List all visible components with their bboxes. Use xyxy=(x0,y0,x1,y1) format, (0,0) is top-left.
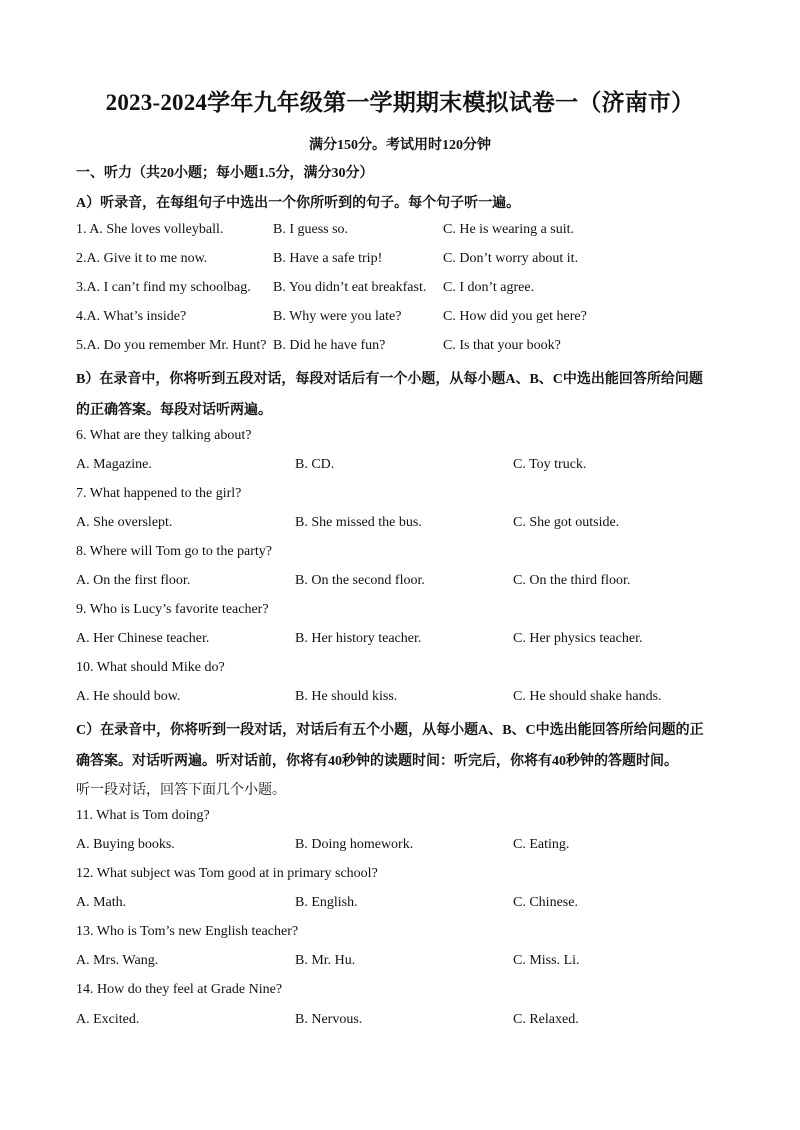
part-a-row5-option-a: 5.A. Do you remember Mr. Hunt? xyxy=(76,338,267,353)
question-11-option-b: B. Doing homework. xyxy=(295,837,414,852)
page-subtitle: 满分150分。考试用时120分钟 xyxy=(309,138,491,153)
question-6-option-a: A. Magazine. xyxy=(76,457,152,472)
part-a-row1-option-a: 1. A. She loves volleyball. xyxy=(76,222,224,237)
part-a-row2-option-c: C. Don’t worry about it. xyxy=(443,251,579,266)
question-13: 13. Who is Tom’s new English teacher? xyxy=(76,924,299,939)
question-9: 9. Who is Lucy’s favorite teacher? xyxy=(76,602,269,617)
question-6: 6. What are they talking about? xyxy=(76,428,252,443)
part-a-instruction: A）听录音，在每组句子中选出一个你所听到的句子。每个句子听一遍。 xyxy=(76,196,521,211)
question-8-option-a: A. On the first floor. xyxy=(76,573,191,588)
question-6-option-b: B. CD. xyxy=(295,457,335,472)
question-9-option-a: A. Her Chinese teacher. xyxy=(76,631,210,646)
question-12-option-b: B. English. xyxy=(295,895,358,910)
part-c-instruction-line1: C）在录音中，你将听到一段对话，对话后有五个小题，从每小题A、B、C中选出能回答所给问题的正 xyxy=(76,723,704,738)
part-a-row4-option-b: B. Why were you late? xyxy=(273,309,402,324)
question-11-option-a: A. Buying books. xyxy=(76,837,175,852)
question-10-option-c: C. He should shake hands. xyxy=(513,689,662,704)
question-12: 12. What subject was Tom good at in primary school? xyxy=(76,866,378,881)
question-7-option-c: C. She got outside. xyxy=(513,515,620,530)
question-14-option-a: A. Excited. xyxy=(76,1012,140,1027)
question-11-option-c: C. Eating. xyxy=(513,837,570,852)
question-10-option-a: A. He should bow. xyxy=(76,689,181,704)
question-10: 10. What should Mike do? xyxy=(76,660,225,675)
question-9-option-b: B. Her history teacher. xyxy=(295,631,422,646)
question-13-option-a: A. Mrs. Wang. xyxy=(76,953,159,968)
part-a-row2-option-a: 2.A. Give it to me now. xyxy=(76,251,208,266)
question-8-option-b: B. On the second floor. xyxy=(295,573,425,588)
part-a-row5-option-b: B. Did he have fun? xyxy=(273,338,386,353)
question-7-option-a: A. She overslept. xyxy=(76,515,173,530)
section-heading-listening: 一、听力（共20小题；每小题1.5分，满分30分） xyxy=(76,166,374,181)
part-a-row3-option-a: 3.A. I can’t find my schoolbag. xyxy=(76,280,251,295)
part-b-instruction-line1: B）在录音中，你将听到五段对话，每段对话后有一个小题，从每小题A、B、C中选出能回答所给问题 xyxy=(76,372,703,387)
question-7-option-b: B. She missed the bus. xyxy=(295,515,422,530)
part-a-row3-option-c: C. I don’t agree. xyxy=(443,280,535,295)
part-a-row1-option-c: C. He is wearing a suit. xyxy=(443,222,575,237)
question-7: 7. What happened to the girl? xyxy=(76,486,242,501)
page-title: 2023-2024学年九年级第一学期期末模拟试卷一（济南市） xyxy=(105,90,695,115)
question-14-option-c: C. Relaxed. xyxy=(513,1012,579,1027)
question-10-option-b: B. He should kiss. xyxy=(295,689,398,704)
part-c-lead: 听一段对话，回答下面几个小题。 xyxy=(76,783,286,798)
part-a-row4-option-a: 4.A. What’s inside? xyxy=(76,309,187,324)
question-12-option-c: C. Chinese. xyxy=(513,895,578,910)
question-12-option-a: A. Math. xyxy=(76,895,127,910)
part-a-row1-option-b: B. I guess so. xyxy=(273,222,349,237)
question-14: 14. How do they feel at Grade Nine? xyxy=(76,982,283,997)
part-a-row5-option-c: C. Is that your book? xyxy=(443,338,561,353)
question-8: 8. Where will Tom go to the party? xyxy=(76,544,273,559)
question-11: 11. What is Tom doing? xyxy=(76,808,210,823)
part-a-row2-option-b: B. Have a safe trip! xyxy=(273,251,383,266)
question-13-option-b: B. Mr. Hu. xyxy=(295,953,356,968)
part-c-instruction-line2: 确答案。对话听两遍。听对话前，你将有40秒钟的读题时间：听完后，你将有40秒钟的答题时间。 xyxy=(76,754,678,769)
question-13-option-c: C. Miss. Li. xyxy=(513,953,580,968)
question-14-option-b: B. Nervous. xyxy=(295,1012,363,1027)
part-b-instruction-line2: 的正确答案。每段对话听两遍。 xyxy=(76,403,272,418)
question-8-option-c: C. On the third floor. xyxy=(513,573,631,588)
part-a-row4-option-c: C. How did you get here? xyxy=(443,309,587,324)
part-a-row3-option-b: B. You didn’t eat breakfast. xyxy=(273,280,427,295)
question-9-option-c: C. Her physics teacher. xyxy=(513,631,643,646)
question-6-option-c: C. Toy truck. xyxy=(513,457,587,472)
